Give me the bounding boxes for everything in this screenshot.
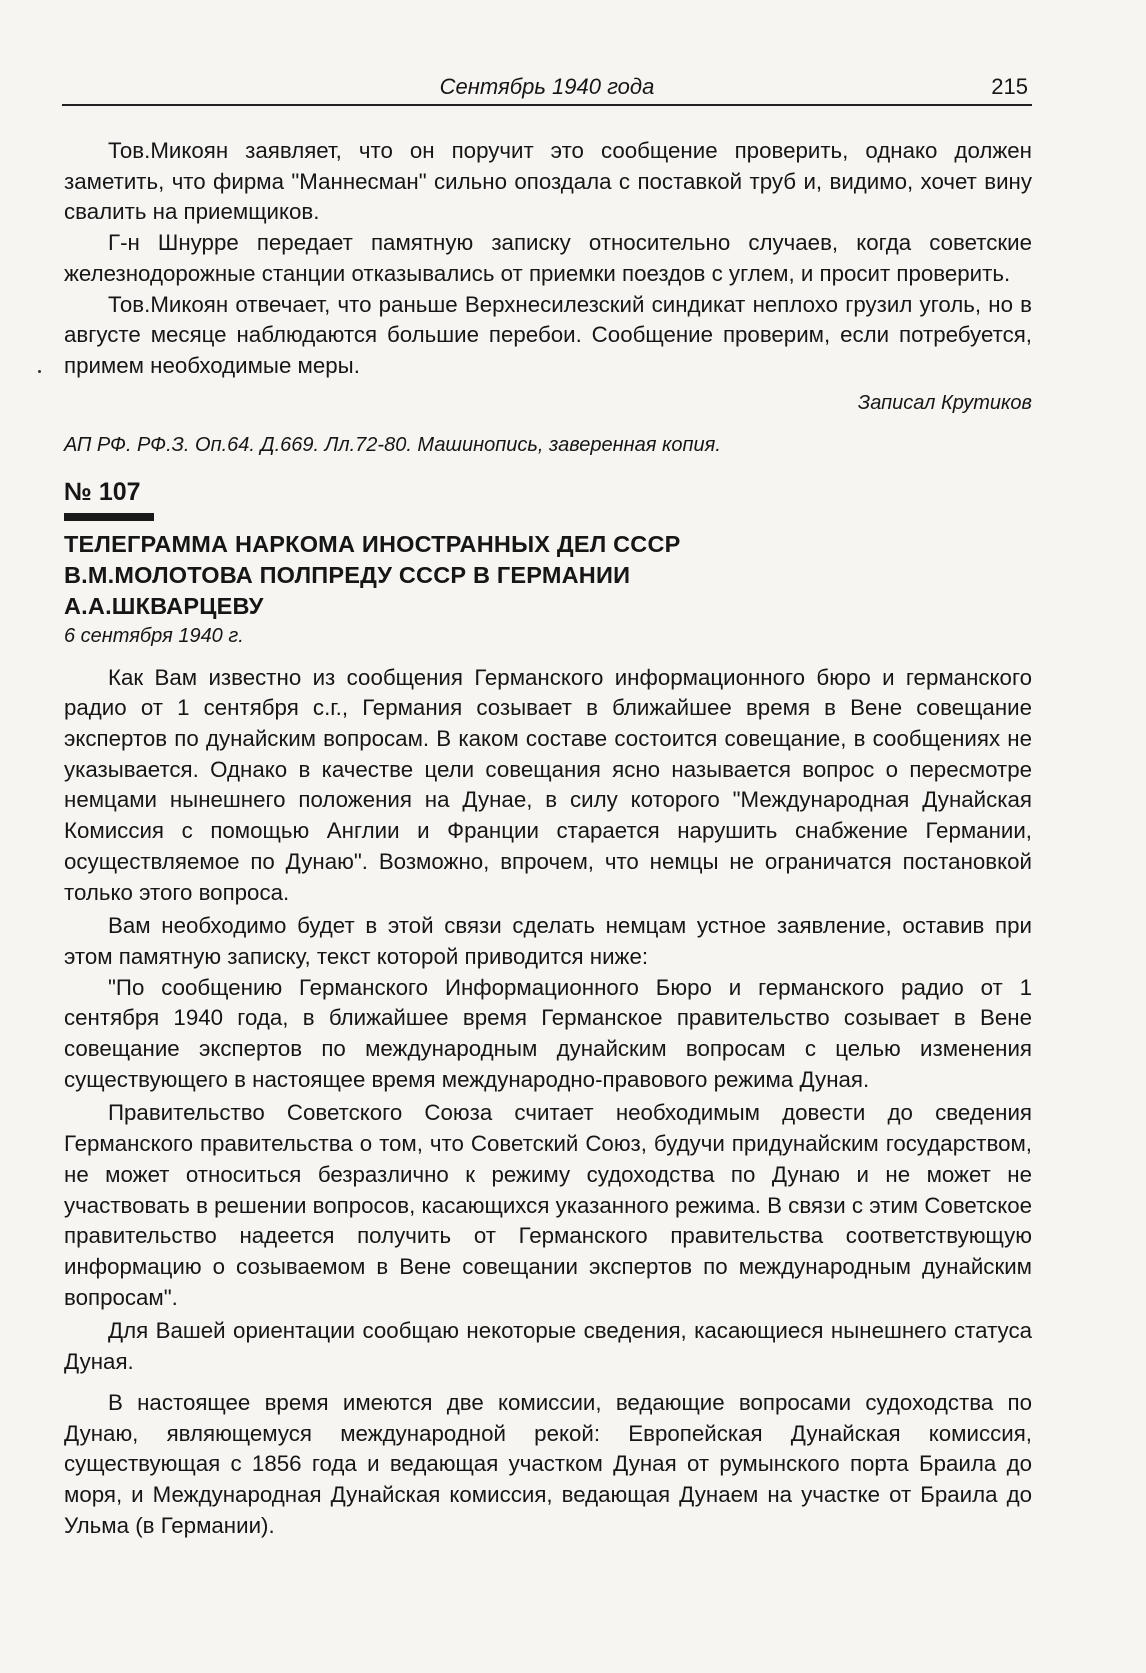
section-bar — [64, 513, 154, 521]
title-line: А.А.ШКВАРЦЕВУ — [64, 592, 264, 619]
document-title — [64, 529, 1032, 622]
quoted-paragraph: "По сообщению Германского Информационного Бюро и германского радио от 1 сентября 1940 года, в ближайшее время Германское правительство созывает в Вене совещание экспертов по международным дунайским вопросам с целью изменения существующего в настоящее время международно-правового режима Дуная. — [64, 974, 1032, 1092]
margin-dot — [38, 370, 41, 373]
paragraph: Как Вам известно из сообщения Германского информационного бюро и германского радио от 1 сентября с.г., Германия созывает в ближайшее время в Вене совещание экспертов по дунайским вопросам. В каком составе состоится совещание, в сообщениях не указывается. Однако в качестве цели совещания ясно называется вопрос о пересмотре немцами нынешнего положения на Дунае, в силу которого "Международная Дунайская Комиссия с помощью Англии и Франции старается нарушить снабжение Германии, осуществляемое по Дунаю". Возможно, впрочем, что немцы не ограничатся постановкой только этого вопроса. — [64, 664, 1032, 905]
document-number: № 107 — [64, 477, 141, 506]
document-date: 6 сентября 1940 г. — [64, 624, 244, 647]
paragraph: Г-н Шнурре передает памятную записку относительно случаев, когда советские железнодорожные станции отказывались от приемки поездов с углем, и просит проверить. — [64, 230, 1032, 286]
paragraph: В настоящее время имеются две комиссии, ведающие вопросами судоходства по Дунаю, являющемуся международной рекой: Европейская Дунайская комиссия, существующая с 1856 года и ведающая участком Дуная от румынского порта Браила до моря, и Международная Дунайская комиссия, ведающая Дунаем на участке от Браила до Ульма (в Германии). — [64, 1389, 1032, 1538]
paragraph: Тов.Микоян отвечает, что раньше Верхнесилезский синдикат неплохо грузил уголь, но в августе месяце наблюдаются большие перебои. Сообщение проверим, если потребуется, примем необходимые меры. — [64, 291, 1032, 378]
signature: Записал Крутиков — [857, 391, 1032, 414]
page-body — [64, 136, 1032, 1541]
paragraph: Для Вашей ориентации сообщаю некоторые сведения, касающиеся нынешнего статуса Дуная. — [64, 1318, 1032, 1375]
running-title: Сентябрь 1940 года — [439, 74, 655, 99]
paragraph: Вам необходимо будет в этой связи сделать немцам устное заявление, оставив при этом памятную записку, текст которой приводится ниже: — [64, 913, 1032, 969]
archive-reference: АП РФ. РФ.З. Оп.64. Д.669. Лл.72-80. Машинопись, заверенная копия. — [64, 433, 721, 456]
title-line: ТЕЛЕГРАММА НАРКОМА ИНОСТРАННЫХ ДЕЛ СССР — [64, 530, 681, 557]
page-number: 215 — [991, 74, 1028, 99]
paragraph: Тов.Микоян заявляет, что он поручит это сообщение проверить, однако должен заметить, что фирма "Маннесман" сильно опоздала с поставкой труб и, видимо, хочет вину свалить на приемщиков. — [64, 138, 1032, 225]
running-header — [62, 70, 1032, 106]
title-line: В.М.МОЛОТОВА ПОЛПРЕДУ СССР В ГЕРМАНИИ — [64, 561, 631, 588]
quoted-paragraph: Правительство Советского Союза считает необходимым довести до сведения Германского правительства о том, что Советский Союз, будучи придунайским государством, не может относиться безразлично к режиму судоходства по Дунаю и не может не участвовать в решении вопросов, касающихся указанного режима. В связи с этим Советское правительство надеется получить от Германского правительства соответствующую информацию о созываемом в Вене совещании экспертов по международным дунайским вопросам". — [64, 1100, 1032, 1310]
